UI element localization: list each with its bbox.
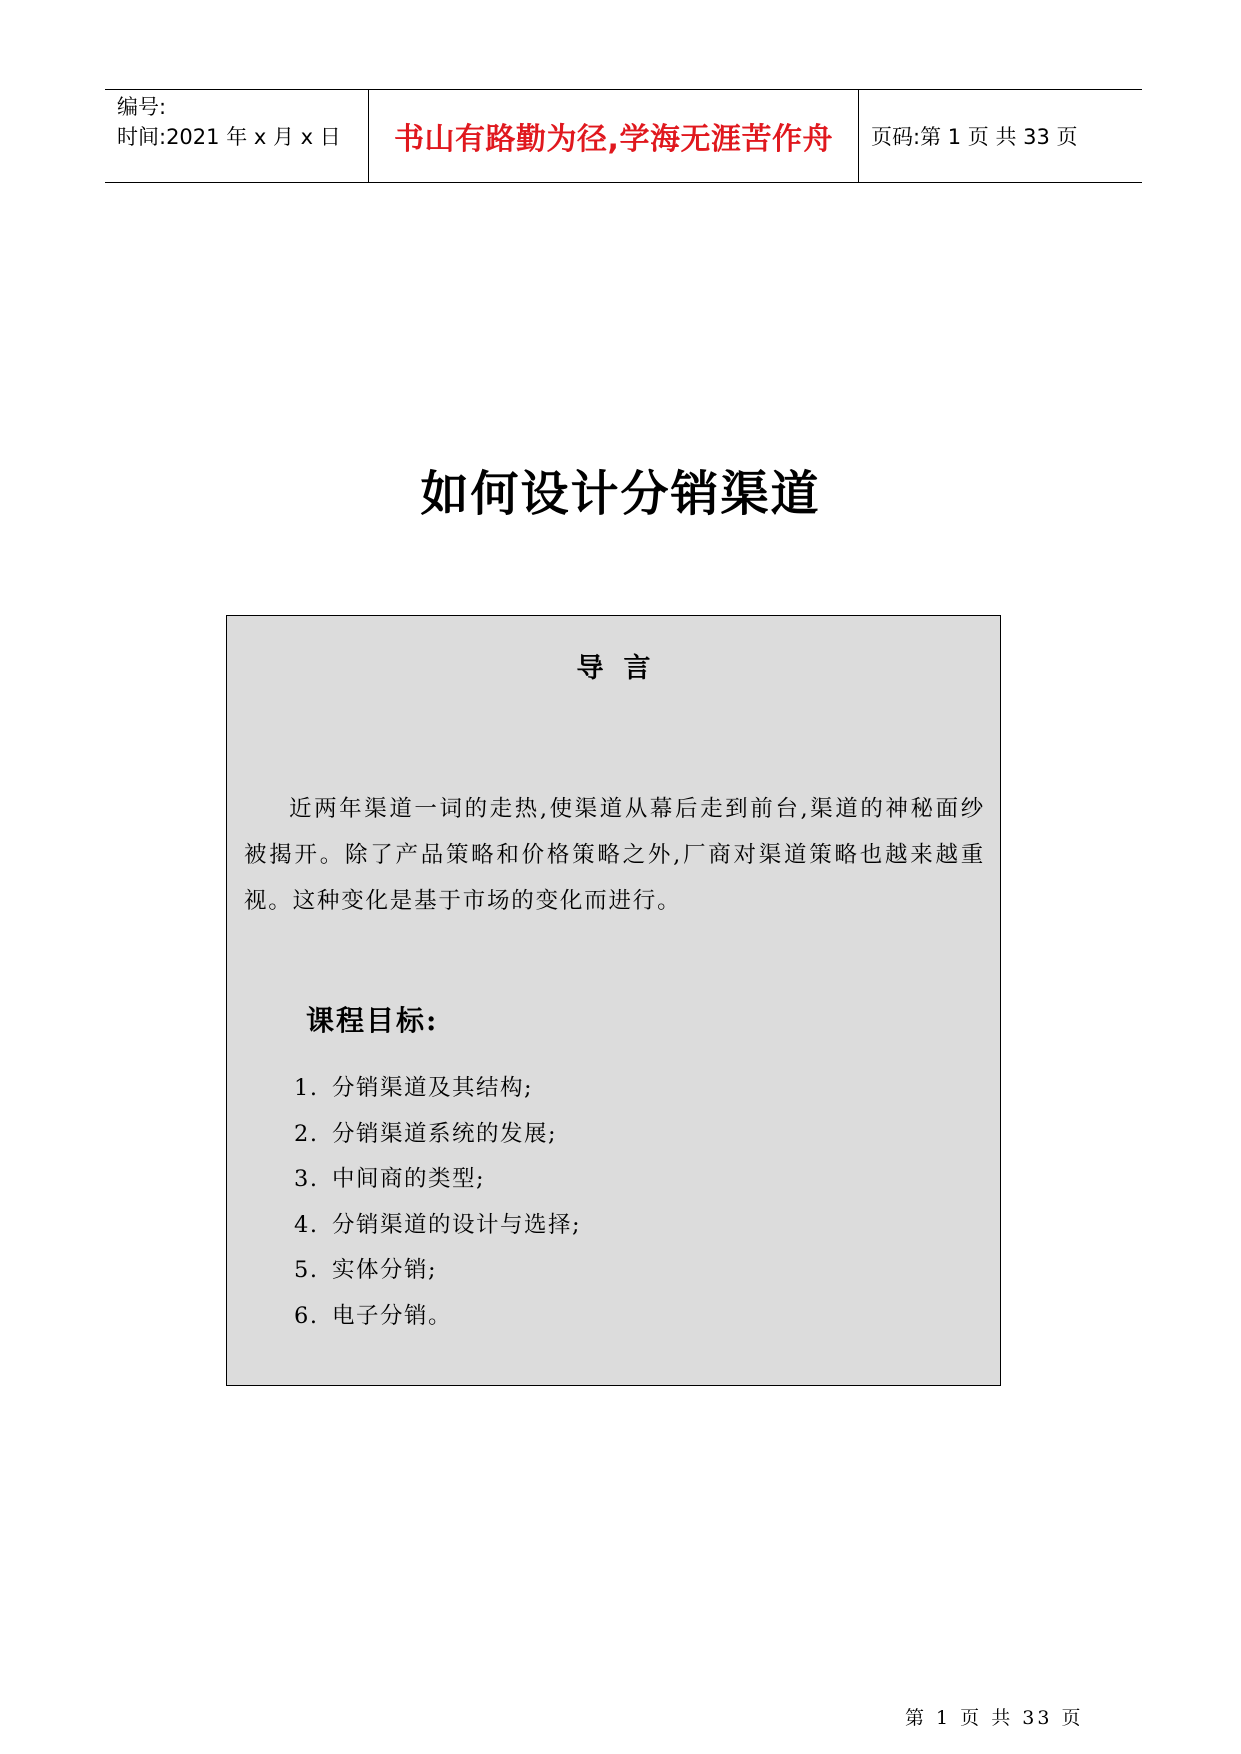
document-number-label: 编号:: [117, 95, 167, 119]
header-motto: 书山有路勤为径,学海无涯苦作舟: [394, 122, 833, 157]
goals-heading: 课程目标:: [306, 1004, 439, 1037]
goal-text: 分销渠道及其结构;: [332, 1075, 534, 1101]
goal-number: 1.: [294, 1075, 319, 1101]
goal-text: 电子分销。: [332, 1302, 453, 1329]
header-motto-cell: [369, 90, 859, 182]
goal-number: 3.: [294, 1166, 319, 1193]
goal-text: 中间商的类型;: [332, 1166, 486, 1193]
document-title: 如何设计分销渠道: [420, 466, 821, 522]
header-page-code: 页码:第 1 页 共 33 页: [871, 125, 1078, 149]
goal-text: 分销渠道的设计与选择;: [332, 1211, 582, 1238]
goal-number: 4.: [294, 1211, 319, 1238]
page-footer: 第 1 页 共 33 页: [905, 1707, 1084, 1729]
header-meta-cell: [105, 90, 369, 182]
goal-text: 分销渠道系统的发展;: [332, 1120, 558, 1147]
intro-heading: 导言: [576, 653, 671, 684]
list-item: [294, 1066, 581, 1112]
goal-number: 2.: [294, 1120, 319, 1147]
goal-number: 6.: [294, 1302, 319, 1329]
goal-text: 实体分销;: [332, 1257, 438, 1284]
list-item: [294, 1112, 581, 1158]
intro-box: [226, 615, 1001, 1386]
goal-number: 5.: [294, 1257, 319, 1284]
document-time-label: 时间:2021 年 x 月 x 日: [117, 125, 341, 149]
goals-list: [294, 1066, 581, 1340]
list-item: [294, 1248, 581, 1294]
list-item: [294, 1203, 581, 1249]
header-page-cell: [859, 90, 1142, 182]
list-item: [294, 1294, 581, 1340]
intro-paragraph: 近两年渠道一词的走热,使渠道从幕后走到前台,渠道的神秘面纱被揭开。除了产品策略和价格策略之外,厂商对渠道策略也越来越重视。这种变化是基于市场的变化而进行。: [244, 796, 985, 914]
list-item: [294, 1157, 581, 1203]
header-table: [105, 89, 1142, 183]
